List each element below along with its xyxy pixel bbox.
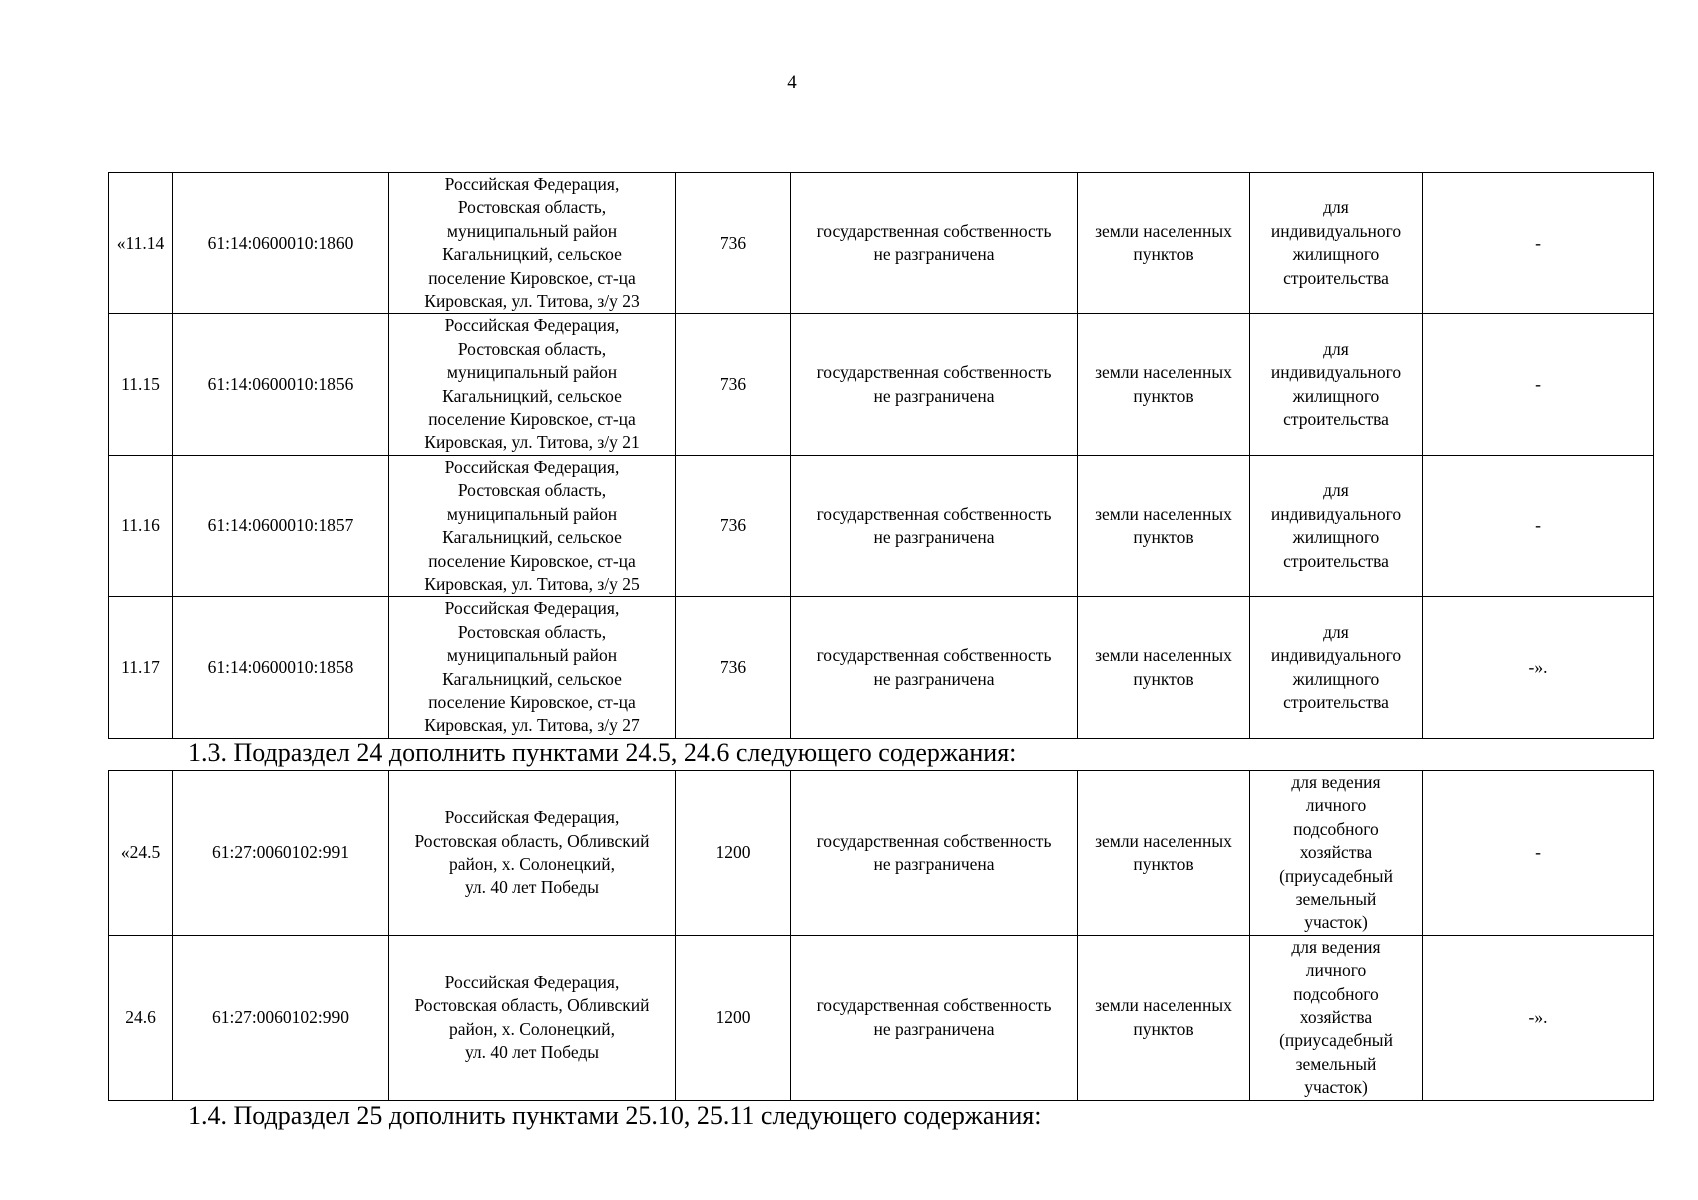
address-line: муниципальный район <box>446 220 618 241</box>
address-line: поселение Кировское, ст-ца <box>428 550 636 571</box>
address-line: муниципальный район <box>446 503 618 524</box>
cadastral-number-cell: 61:27:0060102:991 <box>173 771 389 936</box>
land-category-line: пунктов <box>1133 853 1194 874</box>
note-cell: - <box>1423 173 1654 314</box>
permitted-use-line: для <box>1323 621 1349 642</box>
permitted-use-line: подсобного <box>1293 983 1379 1004</box>
address-line: Кагальницкий, сельское <box>442 244 622 265</box>
area-cell: 1200 <box>676 935 791 1100</box>
ownership-line: не разграничена <box>873 853 995 874</box>
ownership-cell <box>791 455 1078 596</box>
table-row <box>109 455 1654 596</box>
address-line: Ростовская область, Обливский <box>414 830 650 851</box>
ownership-cell <box>791 935 1078 1100</box>
land-category-line: земли населенных <box>1095 830 1232 851</box>
address-line: Ростовская область, Обливский <box>414 995 650 1016</box>
land-category-cell <box>1078 597 1250 738</box>
permitted-use-line: земельный <box>1295 889 1377 910</box>
land-category-line: земли населенных <box>1095 220 1232 241</box>
permitted-use-line: жилищного <box>1292 668 1380 689</box>
cadastral-number-cell: 61:14:0600010:1856 <box>173 314 389 455</box>
cadastral-number-cell: 61:14:0600010:1860 <box>173 173 389 314</box>
item-number-cell: 11.15 <box>109 314 173 455</box>
permitted-use-line: индивидуального <box>1270 220 1402 241</box>
table-row <box>109 314 1654 455</box>
note-cell: - <box>1423 771 1654 936</box>
land-plots-table-subsection-24 <box>108 770 1654 1101</box>
permitted-use-line: строительства <box>1283 691 1389 712</box>
table-row <box>109 771 1654 936</box>
land-category-cell <box>1078 173 1250 314</box>
permitted-use-cell <box>1250 173 1423 314</box>
ownership-line: не разграничена <box>873 244 995 265</box>
address-line: Ростовская область, <box>457 480 607 501</box>
address-line: район, х. Солонецкий, <box>448 853 616 874</box>
note-cell: -». <box>1423 597 1654 738</box>
address-line: Кировская, ул. Титова, з/у 27 <box>424 715 640 736</box>
address-line: Российская Федерация, <box>444 807 620 828</box>
permitted-use-line: жилищного <box>1292 385 1380 406</box>
permitted-use-line: жилищного <box>1292 527 1380 548</box>
address-cell <box>389 455 676 596</box>
ownership-cell <box>791 771 1078 936</box>
address-line: поселение Кировское, ст-ца <box>428 409 636 430</box>
permitted-use-line: (приусадебный <box>1279 865 1393 886</box>
permitted-use-cell <box>1250 455 1423 596</box>
permitted-use-line: подсобного <box>1293 818 1379 839</box>
table-row <box>109 597 1654 738</box>
area-cell: 736 <box>676 597 791 738</box>
address-line: Кагальницкий, сельское <box>442 527 622 548</box>
address-cell <box>389 935 676 1100</box>
land-category-line: пунктов <box>1133 527 1194 548</box>
address-line: Российская Федерация, <box>444 971 620 992</box>
area-cell: 736 <box>676 455 791 596</box>
note-cell: - <box>1423 455 1654 596</box>
address-line: Кировская, ул. Титова, з/у 23 <box>424 291 640 312</box>
permitted-use-line: индивидуального <box>1270 645 1402 666</box>
permitted-use-line: строительства <box>1283 409 1389 430</box>
address-line: Российская Федерация, <box>444 598 620 619</box>
permitted-use-line: для ведения <box>1291 772 1381 792</box>
permitted-use-line: для ведения <box>1291 936 1381 957</box>
address-line: Российская Федерация, <box>444 315 620 336</box>
permitted-use-line: для <box>1323 480 1349 501</box>
land-category-cell <box>1078 935 1250 1100</box>
ownership-cell <box>791 314 1078 455</box>
ownership-line: государственная собственность <box>816 503 1052 524</box>
item-number-cell: 24.6 <box>109 935 173 1100</box>
address-line: Российская Федерация, <box>444 456 620 477</box>
address-line: Кагальницкий, сельское <box>442 385 622 406</box>
page-number: 4 <box>787 72 797 93</box>
address-cell <box>389 771 676 936</box>
permitted-use-cell <box>1250 771 1423 936</box>
address-line: Кировская, ул. Титова, з/у 25 <box>424 573 640 594</box>
ownership-cell <box>791 597 1078 738</box>
land-category-line: пунктов <box>1133 385 1194 406</box>
address-line: Кировская, ул. Титова, з/у 21 <box>424 432 640 453</box>
permitted-use-line: для <box>1323 197 1349 218</box>
note-cell: - <box>1423 314 1654 455</box>
note-cell: -». <box>1423 935 1654 1100</box>
permitted-use-line: хозяйства <box>1299 842 1373 863</box>
ownership-line: не разграничена <box>873 385 995 406</box>
permitted-use-line: индивидуального <box>1270 503 1402 524</box>
ownership-line: государственная собственность <box>816 995 1052 1016</box>
land-category-line: земли населенных <box>1095 362 1232 383</box>
ownership-line: государственная собственность <box>816 220 1052 241</box>
ownership-line: не разграничена <box>873 527 995 548</box>
address-cell <box>389 173 676 314</box>
address-line: Российская Федерация, <box>444 174 620 194</box>
permitted-use-line: личного <box>1305 795 1367 816</box>
ownership-cell <box>791 173 1078 314</box>
section-heading-1-3: 1.3. Подраздел 24 дополнить пунктами 24.5, 24.6 следующего содержания: <box>188 738 1017 767</box>
ownership-line: государственная собственность <box>816 362 1052 383</box>
land-category-line: пунктов <box>1133 1018 1194 1039</box>
land-category-cell <box>1078 314 1250 455</box>
table-row <box>109 935 1654 1100</box>
item-number-cell: 11.17 <box>109 597 173 738</box>
address-line: район, х. Солонецкий, <box>448 1018 616 1039</box>
permitted-use-line: хозяйства <box>1299 1007 1373 1028</box>
area-cell: 736 <box>676 314 791 455</box>
address-cell <box>389 314 676 455</box>
item-number-cell: «24.5 <box>109 771 173 936</box>
address-line: Ростовская область, <box>457 338 607 359</box>
address-line: Ростовская область, <box>457 197 607 218</box>
permitted-use-line: личного <box>1305 960 1367 981</box>
section-heading-1-4: 1.4. Подраздел 25 дополнить пунктами 25.10, 25.11 следующего содержания: <box>188 1101 1042 1130</box>
land-category-line: пунктов <box>1133 668 1194 689</box>
item-number-cell: «11.14 <box>109 173 173 314</box>
permitted-use-cell <box>1250 935 1423 1100</box>
address-line: поселение Кировское, ст-ца <box>428 691 636 712</box>
land-category-line: пунктов <box>1133 244 1194 265</box>
land-category-cell <box>1078 771 1250 936</box>
permitted-use-line: для <box>1323 338 1349 359</box>
address-line: ул. 40 лет Победы <box>464 1042 600 1063</box>
land-category-line: земли населенных <box>1095 645 1232 666</box>
item-number-cell: 11.16 <box>109 455 173 596</box>
cadastral-number-cell: 61:14:0600010:1858 <box>173 597 389 738</box>
cadastral-number-cell: 61:27:0060102:990 <box>173 935 389 1100</box>
permitted-use-cell <box>1250 314 1423 455</box>
ownership-line: не разграничена <box>873 1018 995 1039</box>
area-cell: 736 <box>676 173 791 314</box>
land-plots-table-subsection-11 <box>108 172 1654 739</box>
permitted-use-line: земельный <box>1295 1053 1377 1074</box>
permitted-use-line: строительства <box>1283 550 1389 571</box>
address-line: поселение Кировское, ст-ца <box>428 267 636 288</box>
area-cell: 1200 <box>676 771 791 936</box>
address-line: ул. 40 лет Победы <box>464 877 600 898</box>
cadastral-number-cell: 61:14:0600010:1857 <box>173 455 389 596</box>
address-cell <box>389 597 676 738</box>
address-line: муниципальный район <box>446 645 618 666</box>
address-line: Кагальницкий, сельское <box>442 668 622 689</box>
ownership-line: не разграничена <box>873 668 995 689</box>
permitted-use-line: участок) <box>1304 912 1368 933</box>
land-category-cell <box>1078 455 1250 596</box>
permitted-use-cell <box>1250 597 1423 738</box>
permitted-use-line: участок) <box>1304 1077 1368 1098</box>
permitted-use-line: индивидуального <box>1270 362 1402 383</box>
address-line: муниципальный район <box>446 362 618 383</box>
ownership-line: государственная собственность <box>816 830 1052 851</box>
address-line: Ростовская область, <box>457 621 607 642</box>
table-row <box>109 173 1654 314</box>
land-category-line: земли населенных <box>1095 503 1232 524</box>
ownership-line: государственная собственность <box>816 645 1052 666</box>
permitted-use-line: строительства <box>1283 267 1389 288</box>
permitted-use-line: (приусадебный <box>1279 1030 1393 1051</box>
permitted-use-line: жилищного <box>1292 244 1380 265</box>
land-category-line: земли населенных <box>1095 995 1232 1016</box>
